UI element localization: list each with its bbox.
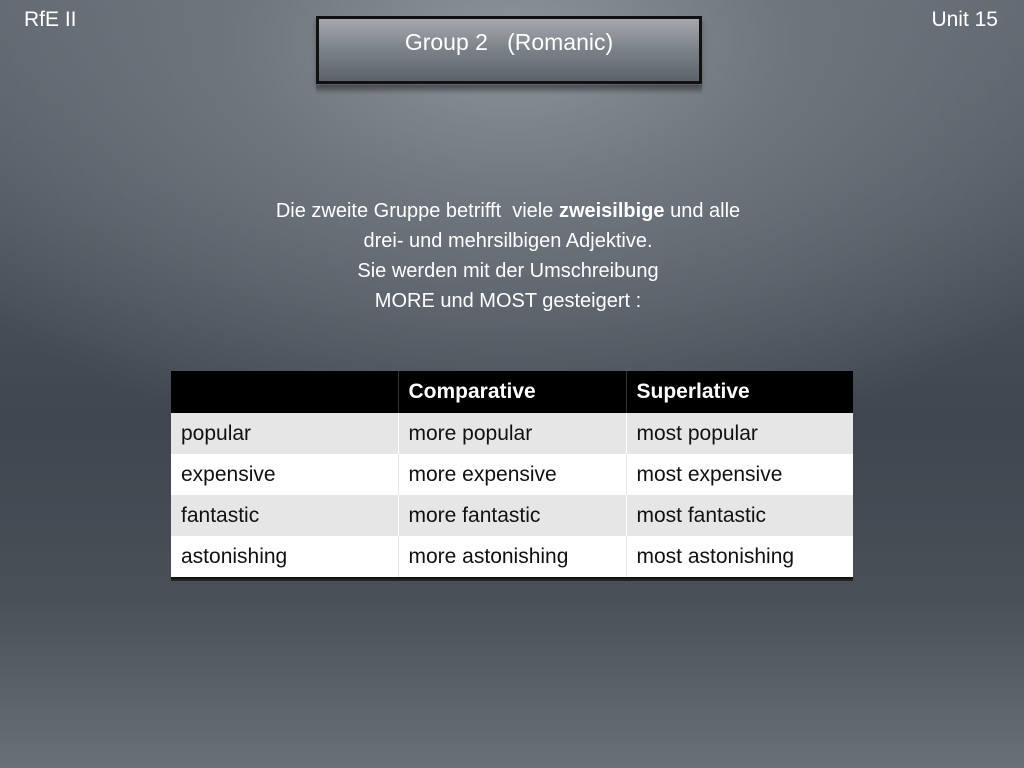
unit-label: Unit 15 [931,8,998,31]
course-label: RfE II [24,8,77,31]
adjective-cell: fantastic [171,495,398,536]
intro-bold-word: zweisilbige [558,200,665,222]
comparison-table [171,371,853,579]
superlative-cell: most fantastic [626,495,853,536]
superlative-cell: most astonishing [626,536,853,578]
comparative-cell: more astonishing [398,536,626,578]
header-cell-comparative: Comparative [398,371,626,413]
comparative-cell: more expensive [398,454,626,495]
intro-line-2: drei- und mehrsilbigen Adjektive. [363,230,653,252]
header-cell-empty [171,371,398,413]
title-box-reflection [316,85,702,95]
intro-line-4: MORE und MOST gesteigert : [374,290,642,312]
comparative-cell: more fantastic [398,495,626,536]
adjective-cell: expensive [171,454,398,495]
table-row [171,413,853,454]
adjective-cell: popular [171,413,398,454]
slide-title: Group 2 (Romanic) [404,29,614,55]
slide-title-box [316,16,702,84]
adjective-cell: astonishing [171,536,398,578]
table-row [171,454,853,495]
intro-text [140,196,876,316]
comparative-cell: more popular [398,413,626,454]
header-cell-superlative: Superlative [626,371,853,413]
table-row [171,536,853,578]
intro-line-3: Sie werden mit der Umschreibung [357,260,659,282]
superlative-cell: most popular [626,413,853,454]
table-row [171,495,853,536]
intro-line-1-end: und alle [664,200,741,222]
table-header-row [171,371,853,413]
intro-line-1-start: Die zweite Gruppe betrifft viele [275,200,559,222]
intro-line-1 [140,196,876,226]
superlative-cell: most expensive [626,454,853,495]
